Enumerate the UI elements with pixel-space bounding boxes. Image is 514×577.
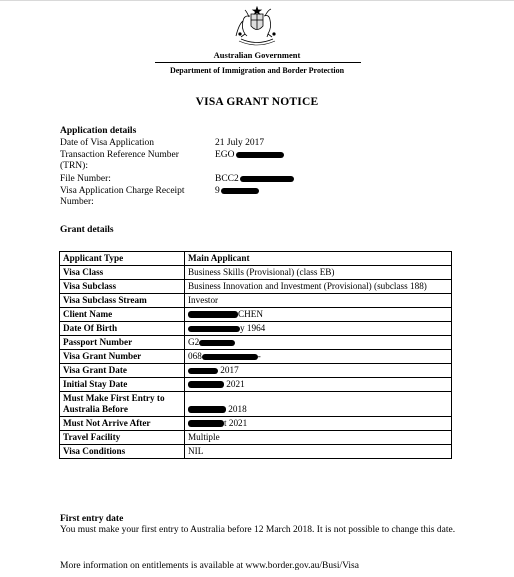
redaction-mark xyxy=(188,420,224,427)
row-label: Visa Subclass xyxy=(60,280,185,294)
row-value: 068 - xyxy=(185,350,452,364)
application-label: Date of Visa Application xyxy=(60,138,154,148)
row-label: Initial Stay Date xyxy=(60,378,185,392)
redaction-mark xyxy=(188,406,226,413)
table-row xyxy=(60,350,452,364)
first-entry-heading: First entry date xyxy=(60,514,124,524)
table-row xyxy=(60,445,452,459)
table-row xyxy=(60,378,452,392)
row-value: 2017 xyxy=(185,364,452,378)
page-title: VISA GRANT NOTICE xyxy=(195,96,319,108)
row-label: Must Not Arrive After xyxy=(60,417,185,431)
redaction-mark xyxy=(188,311,238,318)
application-details-heading: Application details xyxy=(60,126,137,136)
government-name: Australian Government xyxy=(213,50,301,60)
application-date-value: 21 July 2017 xyxy=(215,138,265,148)
file-number-value: BCC2 xyxy=(215,174,294,184)
row-value: y 1964 xyxy=(185,322,452,336)
receipt-number-label: Visa Application Charge Receipt Number: xyxy=(60,186,185,207)
row-value: Business Innovation and Investment (Provisional) (subclass 188) xyxy=(185,280,452,294)
table-row xyxy=(60,322,452,336)
table-row xyxy=(60,431,452,445)
row-value: 2021 xyxy=(185,378,452,392)
trn-label: Transaction Reference Number (TRN): xyxy=(60,150,179,171)
row-label: Visa Class xyxy=(60,266,185,280)
receipt-number-value: 9 xyxy=(215,186,259,196)
file-number-label: File Number: xyxy=(60,174,111,184)
more-info-text: More information on entitlements is available at www.border.gov.au/Busi/Visa xyxy=(60,561,359,571)
redaction-mark xyxy=(188,368,218,374)
row-label: Visa Grant Date xyxy=(60,364,185,378)
row-value: Main Applicant xyxy=(185,252,452,266)
row-label: Client Name xyxy=(60,308,185,322)
row-label: Visa Conditions xyxy=(60,445,185,459)
redaction-mark xyxy=(188,381,224,388)
row-value: NIL xyxy=(185,445,452,459)
row-label: Applicant Type xyxy=(60,252,185,266)
table-row xyxy=(60,252,452,266)
table-row xyxy=(60,392,452,417)
row-value: Business Skills (Provisional) (class EB) xyxy=(185,266,452,280)
table-row xyxy=(60,364,452,378)
first-entry-text: You must make your first entry to Australia before 12 March 2018. It is not possible to change this date. xyxy=(60,525,456,535)
redaction-mark xyxy=(236,152,284,158)
redaction-mark xyxy=(240,176,294,182)
row-label: Passport Number xyxy=(60,336,185,350)
row-label: Travel Facility xyxy=(60,431,185,445)
redaction-mark xyxy=(202,354,258,360)
header-divider xyxy=(155,62,361,63)
trn-value: EGO xyxy=(215,150,284,160)
table-row xyxy=(60,417,452,431)
row-value: t 2021 xyxy=(185,417,452,431)
row-label: Visa Grant Number xyxy=(60,350,185,364)
redaction-mark xyxy=(221,188,259,194)
table-row xyxy=(60,280,452,294)
row-label: Date Of Birth xyxy=(60,322,185,336)
redaction-mark xyxy=(188,326,240,332)
grant-details-heading: Grant details xyxy=(60,225,114,235)
row-value: Investor xyxy=(185,294,452,308)
top-border xyxy=(0,0,514,1)
table-row xyxy=(60,266,452,280)
redaction-mark xyxy=(199,340,235,346)
row-label: Must Make First Entry to Australia Before xyxy=(60,392,185,417)
table-row xyxy=(60,308,452,322)
table-row xyxy=(60,294,452,308)
row-value: CHEN xyxy=(185,308,452,322)
department-name: Department of Immigration and Border Protection xyxy=(169,66,345,75)
grant-details-table xyxy=(59,251,452,459)
row-value: G2 xyxy=(185,336,452,350)
row-value: Multiple xyxy=(185,431,452,445)
row-label: Visa Subclass Stream xyxy=(60,294,185,308)
row-value: 2018 xyxy=(185,392,452,417)
coat-of-arms-icon xyxy=(227,6,287,48)
table-row xyxy=(60,336,452,350)
